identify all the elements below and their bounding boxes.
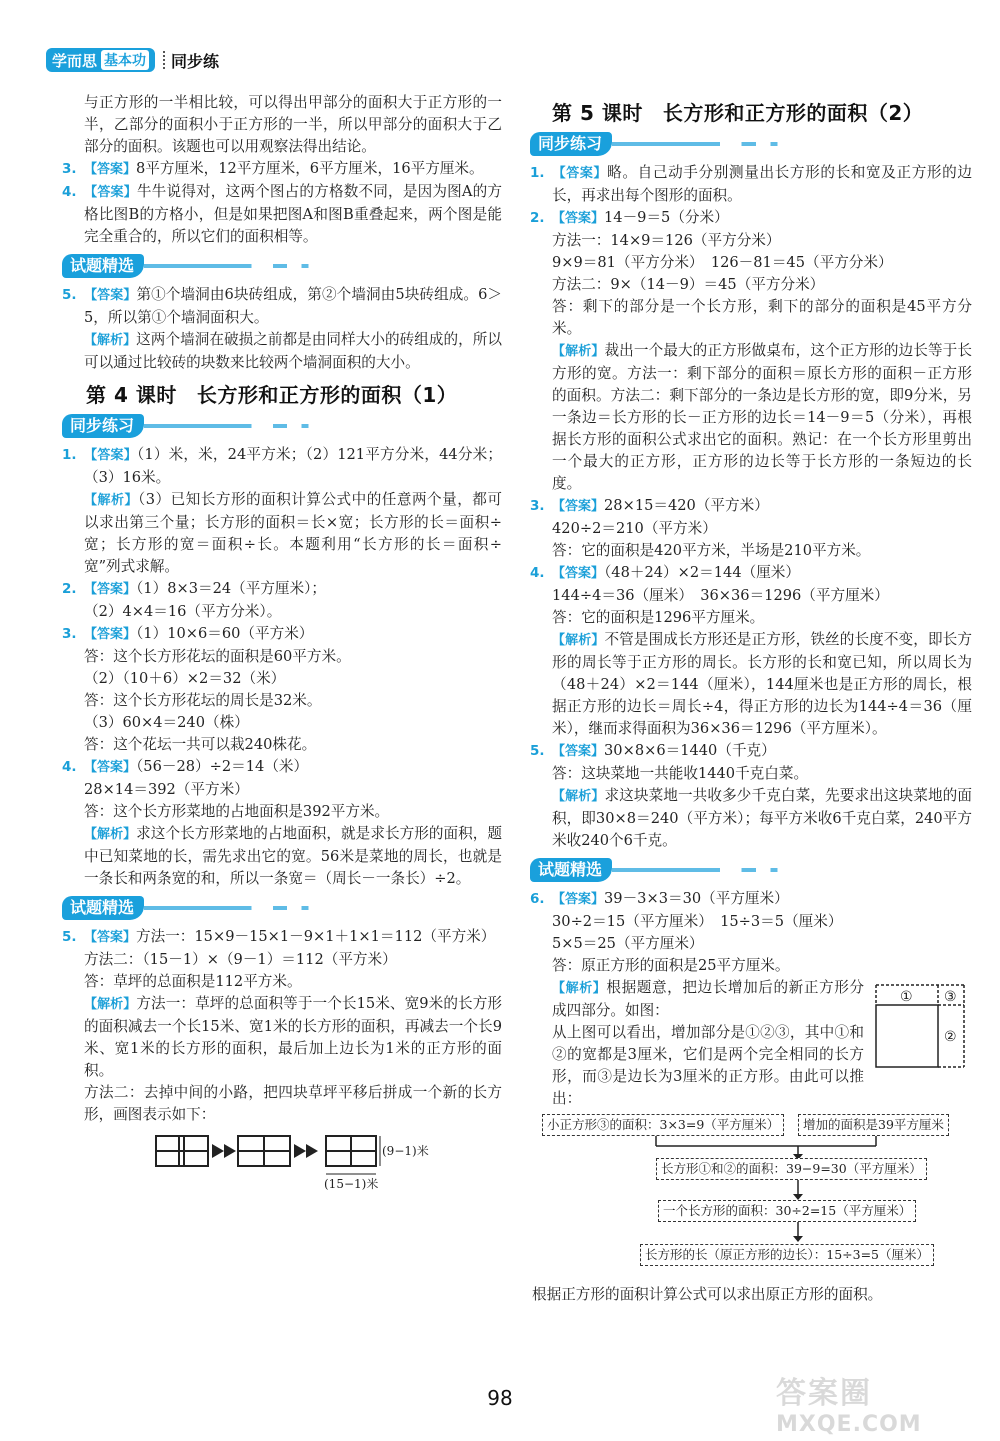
lesson-title (552, 102, 972, 124)
answer-tag: 【答案】 (84, 288, 137, 303)
question-number: 4. (62, 759, 77, 775)
lesson-name: 长方形和正方形的面积（1） (196, 383, 458, 407)
section-banner-label: 试题精选 (62, 896, 144, 920)
section-banner (62, 252, 502, 280)
flow-step-added-area: 增加的面积是39平方厘米 (798, 1114, 949, 1136)
header-divider (163, 51, 165, 69)
answer-tag: 【答案】 (552, 499, 605, 514)
analysis-text (530, 785, 972, 852)
arrow-right-icon (224, 1144, 236, 1158)
banner-decoration (612, 142, 972, 146)
answer-tag: 【答案】 (84, 185, 137, 200)
analysis-body: （3）已知长方形的面积计算公式中的任意两个量，都可以求出第三个量；长方形的面积＝长×宽；长方形的长＝面积÷宽；长方形的宽＝面积÷长。本题利用“长方形的长＝面积÷宽”列式求解。 (84, 491, 502, 575)
lesson-title (86, 384, 502, 406)
answer-item (530, 207, 972, 230)
answer-line: 答：这个长方形花坛的周长是32米。 (84, 692, 322, 709)
square-partition-diagram (872, 981, 968, 1071)
brand-logo (46, 48, 155, 72)
analysis-text (530, 629, 972, 740)
answer-line: （2）（10＋6）×2＝32（米） (84, 670, 286, 687)
header-subtitle: 同步练 (171, 51, 220, 71)
question-number: 6. (530, 891, 545, 907)
section-banner-label: 试题精选 (62, 254, 144, 278)
left-column (62, 92, 502, 1192)
answer-text: （1）8×3＝24（平方厘米）； (136, 580, 327, 597)
answer-text: 8平方厘米，12平方厘米，6平方厘米，16平方厘米。 (136, 160, 484, 177)
arrow-right-icon (212, 1144, 224, 1158)
arrow-down-icon (793, 1236, 803, 1242)
conclusion-text: 根据正方形的面积计算公式可以求出原正方形的面积。 (532, 1286, 883, 1303)
lesson-name: 长方形和正方形的面积（2） (662, 101, 924, 125)
analysis-continuation: 从上图可以看出，增加部分是①②③，其中①和②的宽都是3厘米，它们是两个完全相同的长方形，而③是边长为3厘米的正方形。由此可以推出： (552, 1024, 864, 1107)
answer-line: 答：这个长方形花坛的面积是60平方米。 (84, 648, 351, 665)
lawn-translation-diagram (154, 1130, 454, 1192)
answer-line: （3）60×4＝240（株） (84, 714, 249, 731)
question-number: 1. (530, 165, 545, 181)
answer-tag: 【答案】 (84, 760, 137, 775)
watermark-url: MXQE.COM (776, 1412, 922, 1437)
section-banner (530, 130, 972, 158)
answer-text: （1）米，米，24平方米；（2）121平方分米，44分米；（3）16米。 (84, 446, 502, 486)
arrow-right-icon (294, 1144, 306, 1158)
question-number: 3. (530, 498, 545, 514)
page-header (46, 47, 219, 73)
reasoning-flowchart (530, 1112, 972, 1292)
question-number: 3. (62, 161, 77, 177)
watermark-logo (776, 1368, 976, 1437)
answer-text: 39－3×3＝30（平方厘米） (604, 890, 789, 907)
answer-tag: 【答案】 (552, 166, 608, 181)
answer-text: 略。自己动手分别测量出长方形的长和宽及正方形的边长，再求出每个图形的面积。 (552, 164, 972, 204)
answer-item (62, 158, 502, 181)
lawn-width-label: (15−1)米 (324, 1177, 379, 1191)
answer-line: 420÷2＝210（平方米） (552, 520, 717, 537)
question-number: 5. (62, 929, 77, 945)
question-number: 4. (62, 184, 77, 200)
banner-decoration (144, 906, 502, 910)
answer-item (530, 888, 972, 911)
flow-step-small-square: 小正方形③的面积：3×3=9（平方厘米） (542, 1114, 784, 1136)
lawn-height-label: (9−1)米 (382, 1144, 429, 1158)
banner-decoration (144, 264, 502, 268)
answer-line: 答：原正方形的面积是25平方厘米。 (552, 957, 790, 974)
section-banner (530, 856, 972, 884)
question-number: 2. (62, 581, 77, 597)
analysis-tag: 【解析】 (84, 333, 137, 348)
part-3-label: ③ (944, 989, 957, 1005)
answer-item (530, 495, 972, 518)
analysis-method2: 方法二：去掉中间的小路，把四块草坪平移后拼成一个新的长方形，画图表示如下： (84, 1084, 502, 1123)
flow-step-one-rect: 一个长方形的面积：30÷2=15（平方厘米） (658, 1200, 916, 1222)
flow-step-rect-area: 长方形①和②的面积：39−9=30（平方厘米） (656, 1158, 927, 1180)
answer-line: 答：剩下的部分是一个长方形，剩下的部分的面积是45平方分米。 (552, 298, 972, 337)
right-column (530, 92, 972, 1306)
part-1-label: ① (900, 989, 913, 1005)
answer-text: （1）10×6＝60（平方米） (136, 625, 314, 642)
analysis-body: 方法一：草坪的总面积等于一个长15米、宽9米的长方形的面积减去一个长15米、宽1米的长方形的面积，再减去一个长9米、宽1米的长方形的面积，最后加上边长为1米的正方形的面积。 (84, 995, 502, 1079)
question-number: 3. (62, 626, 77, 642)
answer-text: （48＋24）×2＝144（厘米） (604, 564, 800, 581)
analysis-body: 根据题意，把边长增加后的新正方形分成四部分。如图： (552, 979, 864, 1019)
answer-item (62, 623, 502, 646)
answer-item (530, 162, 972, 207)
answer-line: 方法二：（15－1）×（9－1）＝112（平方米） (84, 951, 397, 968)
answer-item (62, 444, 502, 489)
brand-series: 基本功 (101, 50, 149, 70)
answer-line: 方法二：9×（14－9）＝45（平方分米） (552, 276, 825, 293)
answer-text: 30×8×6＝1440（千克） (604, 742, 776, 759)
answer-line: 方法一：14×9＝126（平方分米） (552, 232, 781, 249)
analysis-with-figure (530, 977, 972, 1110)
answer-line: 5×5＝25（平方厘米） (552, 935, 704, 952)
answer-line: 答：它的面积是1296平方厘米。 (552, 609, 765, 626)
answer-text: （56－28）÷2＝14（米） (136, 758, 309, 775)
answer-tag: 【答案】 (552, 566, 605, 581)
analysis-body: 裁出一个最大的正方形做桌布，这个正方形的边长等于长方形的宽。方法一：剩下部分的面积＝原长方形的面积－正方形的面积。方法二：剩下部分的一条边是长方形的宽，即9分米，另一条边＝长方形的长－正方形的边长＝14－9＝5（分米），再根据长方形的面积公式求出它的面积。熟记：在一个长方形里剪出一个最大的正方形，正方形的边长等于长方形的一条短边的长度。 (552, 342, 972, 492)
analysis-tag: 【解析】 (552, 789, 605, 804)
answer-line: 答：这块菜地一共能收1440千克白菜。 (552, 765, 809, 782)
question-number: 5. (530, 743, 545, 759)
question-number: 2. (530, 210, 545, 226)
answer-line: 答：它的面积是420平方米，半场是210平方米。 (552, 542, 871, 559)
answer-text: 14－9＝5（分米） (604, 209, 729, 226)
answer-tag: 【答案】 (84, 582, 137, 597)
analysis-tag: 【解析】 (552, 344, 605, 359)
flow-step-side-length: 长方形的长（原正方形的边长）：15÷3=5（厘米） (640, 1244, 934, 1266)
analysis-text (62, 489, 502, 578)
answer-tag: 【答案】 (552, 892, 605, 907)
section-banner (62, 894, 502, 922)
analysis-tag: 【解析】 (552, 981, 607, 996)
section-banner-label: 同步练习 (530, 132, 612, 156)
answer-item (530, 740, 972, 763)
answer-text: 28×15＝420（平方米） (604, 497, 769, 514)
question-number: 4. (530, 565, 545, 581)
question-number: 5. (62, 287, 77, 303)
continued-paragraph: 与正方形的一半相比较，可以得出甲部分的面积大于正方形的一半，乙部分的面积小于正方形的一半，所以甲部分的面积大于乙部分的面积。该题也可以用观察法得出结论。 (84, 94, 502, 155)
analysis-tag: 【解析】 (84, 493, 138, 508)
answer-item (62, 756, 502, 779)
lesson-number: 第 5 课时 (552, 101, 643, 125)
analysis-tag: 【解析】 (84, 827, 137, 842)
answer-item (530, 562, 972, 585)
section-banner-label: 试题精选 (530, 858, 612, 882)
analysis-text (62, 993, 502, 1082)
section-banner (62, 412, 502, 440)
answer-line: 9×9＝81（平方分米） 126－81＝45（平方分米） (552, 254, 893, 271)
banner-decoration (144, 424, 502, 428)
answer-line: 答：这个花坛一共可以栽240株花。 (84, 736, 317, 753)
answer-item (62, 181, 502, 248)
section-banner-label: 同步练习 (62, 414, 144, 438)
question-number: 1. (62, 447, 77, 463)
answer-tag: 【答案】 (552, 211, 605, 226)
page-number: 98 (487, 1386, 513, 1410)
arrow-right-icon (306, 1144, 318, 1158)
answer-line: 30÷2＝15（平方厘米） 15÷3＝5（厘米） (552, 913, 843, 930)
analysis-tag: 【解析】 (552, 633, 605, 648)
answer-item (62, 284, 502, 329)
analysis-body: 不管是围成长方形还是正方形，铁丝的长度不变，即长方形的周长等于正方形的周长。长方形的长和宽已知，所以周长为（48＋24）×2＝144（厘米），144厘米也是正方形的周长，根据正方形的边长＝周长÷4，得正方形的边长为144÷4＝36（厘米），继而求得面积为36×36＝1296（平方厘米）。 (552, 631, 972, 737)
answer-text: 第①个墙洞由6块砖组成，第②个墙洞由5块砖组成。6＞5，所以第①个墙洞面积大。 (84, 286, 502, 326)
answer-line: 28×14＝392（平方米） (84, 781, 249, 798)
analysis-body: 这两个墙洞在破损之前都是由同样大小的砖组成的，所以可以通过比较砖的块数来比较两个墙洞面积的大小。 (84, 331, 502, 371)
banner-decoration (612, 868, 972, 872)
analysis-tag: 【解析】 (84, 997, 137, 1012)
watermark-text: 答案圈 (776, 1376, 872, 1411)
analysis-text (62, 823, 502, 890)
answer-tag: 【答案】 (84, 162, 137, 177)
answer-text: 方法一：15×9－15×1－9×1＋1×1＝112（平方米） (136, 928, 496, 945)
answer-tag: 【答案】 (84, 448, 137, 463)
answer-line: 144÷4＝36（厘米） 36×36＝1296（平方厘米） (552, 587, 889, 604)
lesson-number: 第 4 课时 (86, 383, 177, 407)
answer-line: （2）4×4＝16（平方分米）。 (84, 603, 282, 620)
analysis-text (530, 340, 972, 495)
answer-item (62, 578, 502, 601)
answer-text: 牛牛说得对，这两个图占的方格数不同，是因为图A的方格比图B的方格小，但是如果把图A和图B重叠起来，两个图是能完全重合的，所以它们的面积相等。 (84, 183, 502, 245)
answer-tag: 【答案】 (84, 627, 137, 642)
answer-line: 答：这个长方形菜地的占地面积是392平方米。 (84, 803, 390, 820)
analysis-text (62, 329, 502, 374)
analysis-body: 求这个长方形菜地的占地面积，就是求长方形的面积，题中已知菜地的长，需先求出它的宽。56米是菜地的周长，也就是一条长和两条宽的和，所以一条宽＝（周长－一条长）÷2。 (84, 825, 502, 887)
answer-line: 答：草坪的总面积是112平方米。 (84, 973, 302, 990)
analysis-body: 求这块菜地一共收多少千克白菜，先要求出这块菜地的面积，即30×8＝240（平方米）；每平方米收6千克白菜，240平方米收240个6千克。 (552, 787, 972, 849)
answer-item (62, 926, 502, 949)
answer-tag: 【答案】 (552, 744, 605, 759)
brand-name: 学而思 (52, 51, 98, 70)
answer-tag: 【答案】 (84, 930, 137, 945)
part-2-label: ② (944, 1029, 957, 1045)
